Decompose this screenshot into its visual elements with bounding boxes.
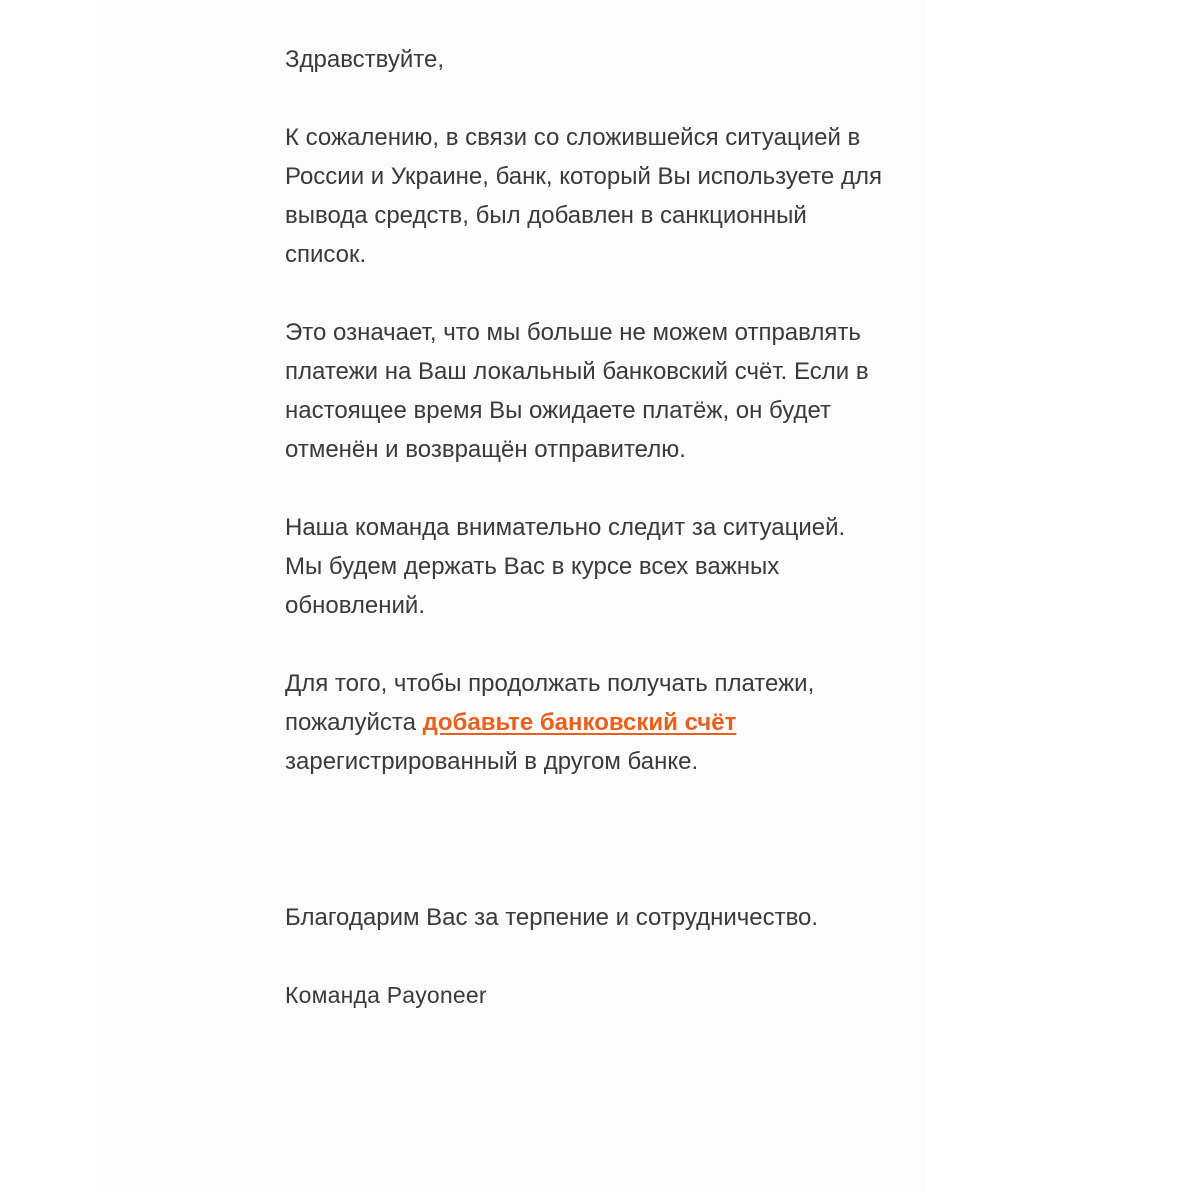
paragraph-sanctions: К сожалению, в связи со сложившейся ситуацией в России и Украине, банк, который Вы используете для вывода средств, был добавлен в санкционный список. — [285, 124, 882, 268]
paragraph-monitoring: Наша команда внимательно следит за ситуацией. Мы будем держать Вас в курсе всех важных обновлений. — [285, 514, 846, 619]
email-content — [285, 40, 885, 1015]
signature: Команда Payoneer — [285, 982, 487, 1008]
paragraph-payments-stopped: Это означает, что мы больше не можем отправлять платежи на Ваш локальный банковский счёт. Если в настоящее время Вы ожидаете платёж, он будет отменён и возвращён отправителю. — [285, 319, 869, 463]
cta-prefix: Для того, чтобы продолжать получать платежи, пожалуйста — [285, 670, 815, 736]
cta-suffix: зарегистрированный в другом банке. — [285, 748, 699, 775]
greeting: Здравствуйте, — [285, 46, 445, 73]
thanks-text: Благодарим Вас за терпение и сотрудничество. — [285, 904, 819, 931]
add-bank-account-link[interactable]: добавьте банковский счёт — [422, 709, 737, 736]
paragraph-add-bank — [285, 664, 885, 781]
